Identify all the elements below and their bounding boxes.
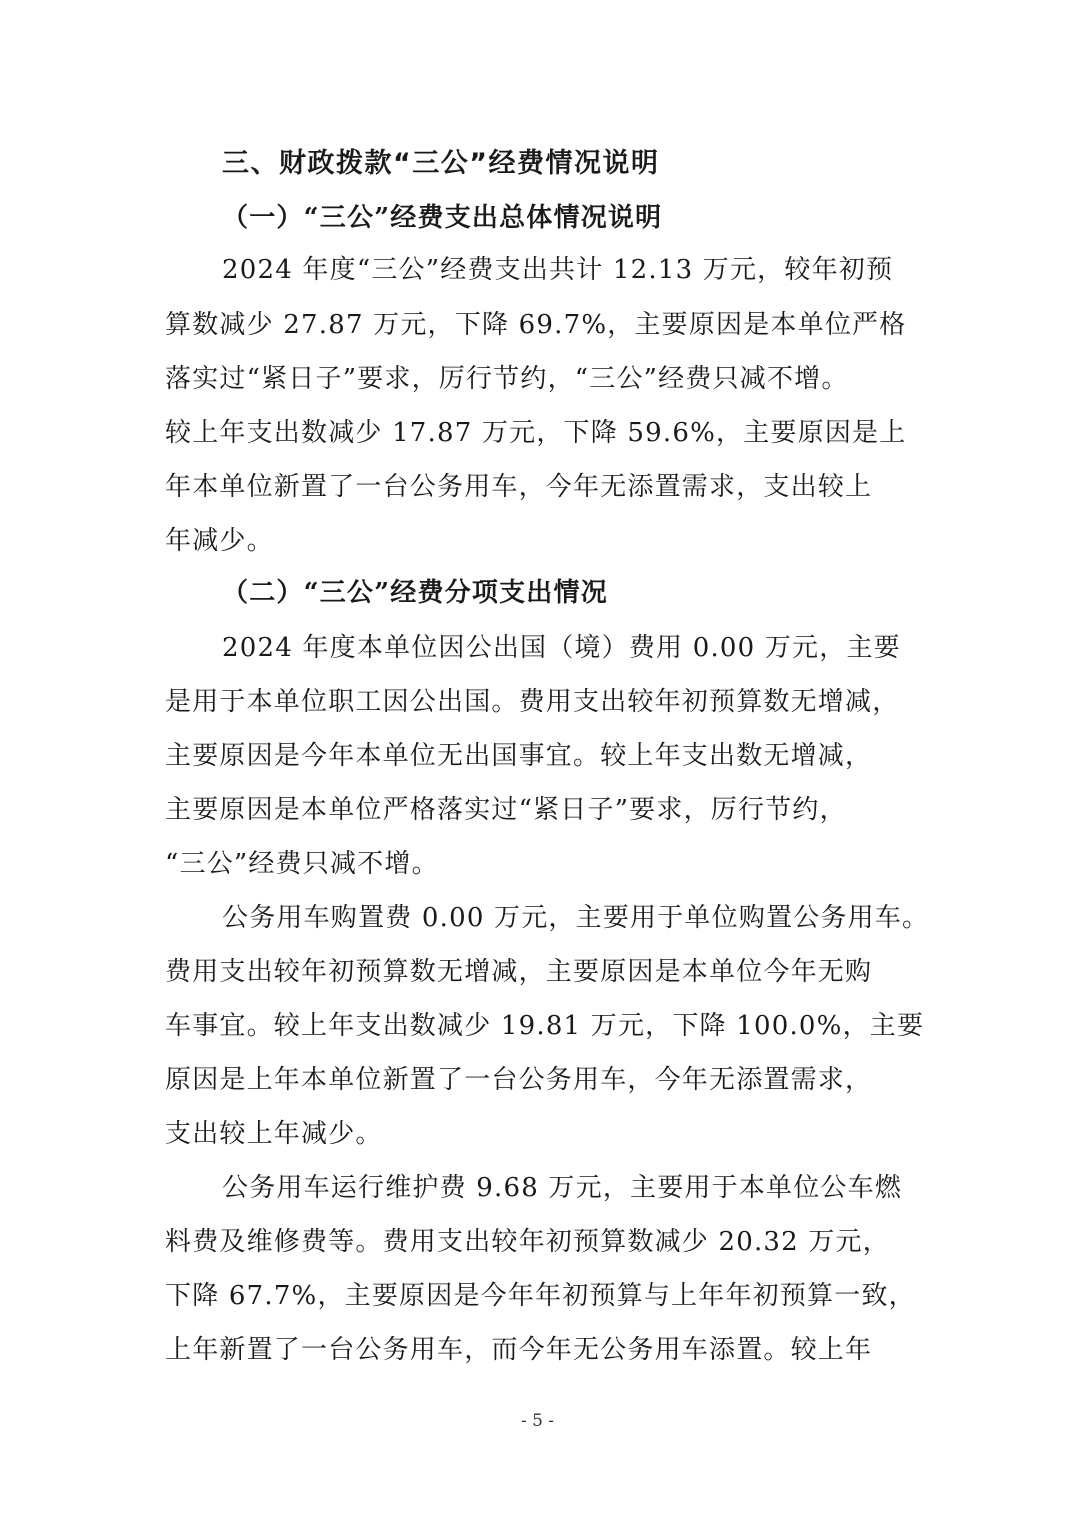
paragraph-1-line-1: 2024 年度“三公”经费支出共计 12.13 万元，较年初预 [222,255,894,285]
paragraph-2-line-4: 主要原因是本单位严格落实过“紧日子”要求，厉行节约， [165,795,847,825]
paragraph-1-line-5: 年本单位新置了一台公务用车，今年无添置需求，支出较上 [165,472,873,502]
paragraph-2-line-5: “三公”经费只减不增。 [165,849,439,879]
paragraph-4-line-3: 下降 67.7%，主要原因是今年年初预算与上年年初预算一致， [165,1281,916,1311]
paragraph-3-line-5: 支出较上年减少。 [165,1119,383,1149]
paragraph-3-line-3: 车事宜。较上年支出数减少 19.81 万元，下降 100.0%，主要 [165,1011,925,1041]
paragraph-1-line-6: 年减少。 [165,526,274,556]
paragraph-2-line-3: 主要原因是今年本单位无出国事宜。较上年支出数无增减， [165,741,873,771]
paragraph-4-line-2: 料费及维修费等。费用支出较年初预算数减少 20.32 万元， [165,1227,890,1257]
paragraph-4-line-4: 上年新置了一台公务用车，而今年无公务用车添置。较上年 [165,1335,873,1365]
paragraph-2-line-1: 2024 年度本单位因公出国（境）费用 0.00 万元，主要 [222,633,901,663]
paragraph-1-line-3: 落实过“紧日子”要求，厉行节约，“三公”经费只减不增。 [165,364,849,394]
paragraph-2-line-2: 是用于本单位职工因公出国。费用支出较年初预算数无增减， [165,687,900,717]
paragraph-3-line-4: 原因是上年本单位新置了一台公务用车，今年无添置需求， [165,1065,873,1095]
paragraph-1-line-2: 算数减少 27.87 万元，下降 69.7%，主要原因是本单位严格 [165,310,907,340]
section-heading: 三、财政拨款“三公”经费情况说明 [222,148,660,179]
paragraph-1-line-4: 较上年支出数减少 17.87 万元，下降 59.6%，主要原因是上 [165,418,907,448]
paragraph-4-line-1: 公务用车运行维护费 9.68 万元，主要用于本单位公车燃 [222,1173,903,1203]
subsection-heading-2: （二）“三公”经费分项支出情况 [222,578,608,608]
page-number: - 5 - [520,1411,555,1431]
paragraph-3-line-1: 公务用车购置费 0.00 万元，主要用于单位购置公务用车。 [222,903,930,933]
paragraph-3-line-2: 费用支出较年初预算数无增减，主要原因是本单位今年无购 [165,957,873,987]
subsection-heading-1: （一）“三公”经费支出总体情况说明 [222,203,663,233]
